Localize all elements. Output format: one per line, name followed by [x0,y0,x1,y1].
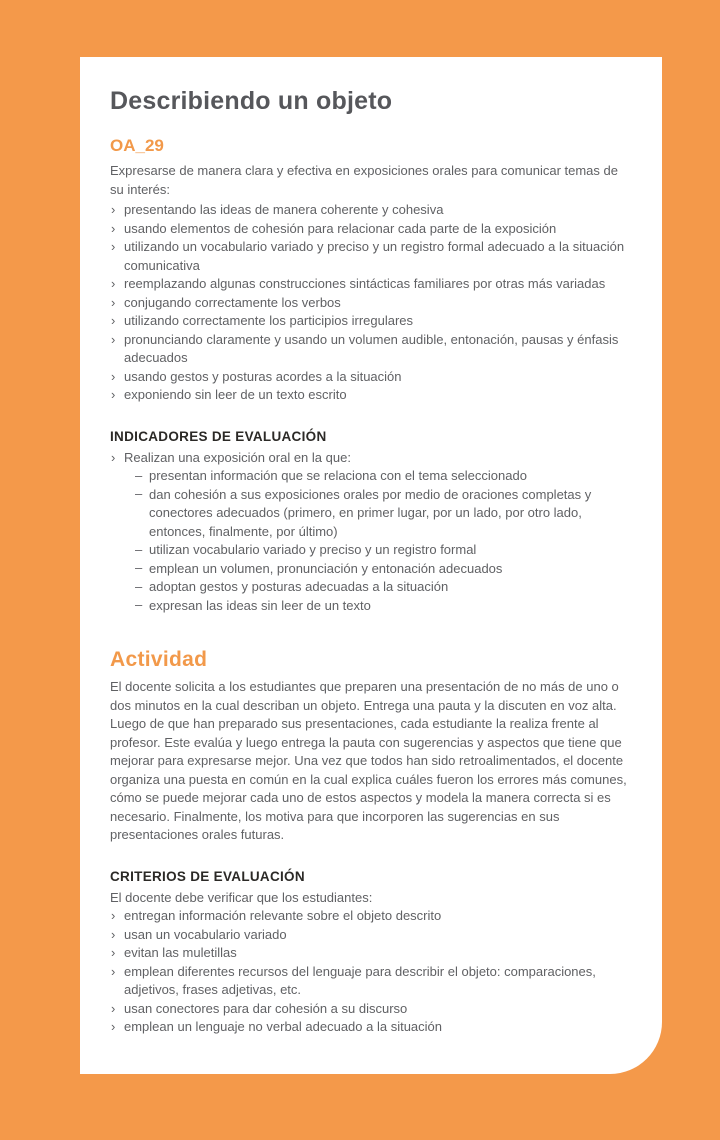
list-item: › exponiendo sin leer de un texto escrito [110,386,630,405]
list-item: › utilizando un vocabulario variado y preciso y un registro formal adecuado a la situación comunicativa [110,238,630,275]
page-title: Describiendo un objeto [110,87,393,115]
actividad-body-text: El docente solicita a los estudiantes que preparen una presentación de no más de uno o dos minutos en la cual describan un objeto. Entrega una pauta y la discuten en voz alta. Luego de que han preparado sus presentaciones, cada estudiante la realiza frente al profesor. Este evalúa y luego entrega la pauta con sugerencias y aspectos que tiene que mejorar para expresarse mejor. Una vez que todos han sido retroalimentados, el docente organiza una puesta en común en la cual explica cuáles fueron los errores más comunes, cómo se puede mejorar cada uno de estos aspectos y modela la manera correcta si es necesario. Finalmente, los motiva para que incorporen las sugerencias en sus presentaciones orales futuras. [110,679,627,842]
criterios-list [110,907,630,1037]
list-item: › pronunciando claramente y usando un volumen audible, entonación, pausas y énfasis adecuados [110,331,630,368]
list-item: › emplean un lenguaje no verbal adecuado a la situación [110,1018,630,1037]
list-item [110,449,630,616]
indicadores-list [110,449,630,616]
list-item: – adoptan gestos y posturas adecuadas a la situación [135,578,630,597]
criterios-lead-text: El docente debe verificar que los estudiantes: [110,889,373,905]
list-item: › evitan las muletillas [110,944,630,963]
criterios-heading: CRITERIOS DE EVALUACIÓN [110,868,305,884]
indicadores-heading: INDICADORES DE EVALUACIÓN [110,428,327,444]
oa-bullet-list [110,201,630,405]
list-item: – emplean un volumen, pronunciación y entonación adecuados [135,560,630,579]
list-item: › usando elementos de cohesión para relacionar cada parte de la exposición [110,220,630,239]
oa-code-heading: OA_29 [110,136,164,155]
list-item: – presentan información que se relaciona con el tema seleccionado [135,467,630,486]
list-item: › entregan información relevante sobre el objeto descrito [110,907,630,926]
oa-intro-text: Expresarse de manera clara y efectiva en exposiciones orales para comunicar temas de su interés: [110,163,618,197]
content-card [80,57,662,1074]
list-item: › usando gestos y posturas acordes a la situación [110,368,630,387]
actividad-heading: Actividad [110,648,208,671]
indicadores-sub-list [124,467,630,615]
list-item: › reemplazando algunas construcciones sintácticas familiares por otras más variadas [110,275,630,294]
list-item: › conjugando correctamente los verbos [110,294,630,313]
list-item: › usan conectores para dar cohesión a su discurso [110,1000,630,1019]
list-item: – utilizan vocabulario variado y preciso y un registro formal [135,541,630,560]
list-item: › presentando las ideas de manera coherente y cohesiva [110,201,630,220]
list-item: › usan un vocabulario variado [110,926,630,945]
indicadores-lead: Realizan una exposición oral en la que: [124,449,351,465]
list-item: – expresan las ideas sin leer de un texto [135,597,630,616]
list-item: › utilizando correctamente los participios irregulares [110,312,630,331]
list-item: › emplean diferentes recursos del lenguaje para describir el objeto: comparaciones, adjetivos, frases adjetivas, etc. [110,963,630,1000]
list-item: – dan cohesión a sus exposiciones orales por medio de oraciones completas y conectores adecuados (primero, en primer lugar, por un lado, por otro lado, entonces, finalmente, por último) [135,486,630,542]
